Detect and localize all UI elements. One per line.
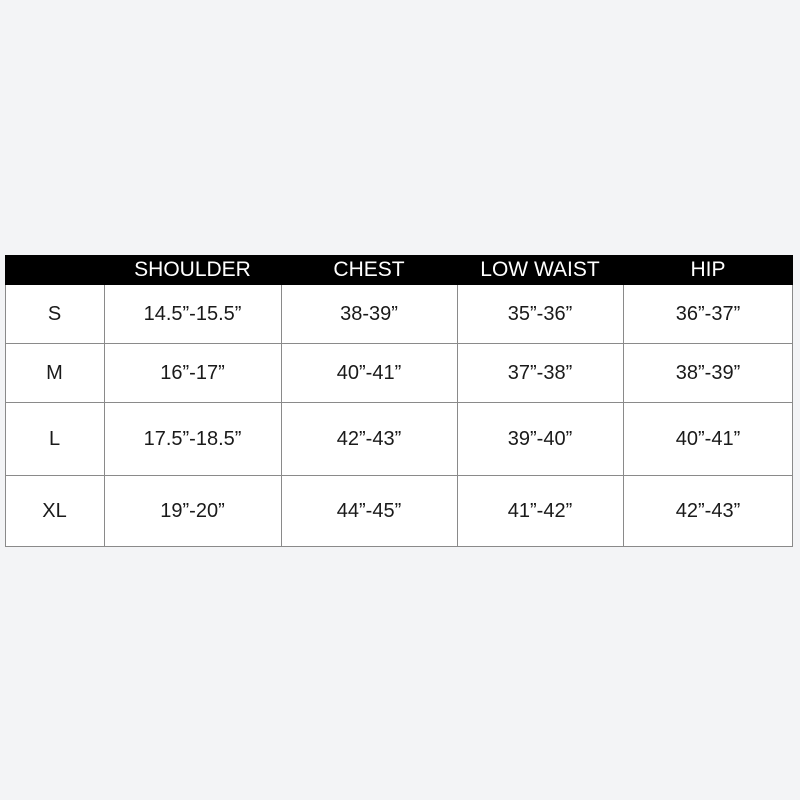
table-row-xl (5, 476, 793, 547)
table-border-left (5, 285, 6, 547)
shoulder-value: 16”-17” (160, 361, 225, 384)
header-shoulder: SHOULDER (134, 258, 251, 281)
column-divider (457, 285, 458, 547)
header-hip: HIP (690, 258, 726, 281)
hip-value: 42”-43” (675, 499, 741, 522)
chest-value: 40”-41” (336, 361, 402, 384)
header-low-waist: LOW WAIST (480, 258, 600, 281)
column-divider (623, 285, 624, 547)
chest-value: 42”-43” (336, 427, 402, 450)
shoulder-value: 14.5”-15.5” (143, 302, 242, 325)
column-divider (104, 285, 105, 547)
low-waist-value: 37”-38” (507, 361, 573, 384)
shoulder-value: 19”-20” (160, 499, 225, 522)
low-waist-value: 39”-40” (507, 427, 573, 450)
low-waist-value: 35”-36” (507, 302, 573, 325)
low-waist-value: 41”-42” (507, 499, 573, 522)
chest-value: 44”-45” (336, 499, 402, 522)
hip-value: 40”-41” (675, 427, 741, 450)
table-row-m (5, 344, 793, 403)
table-border-right (792, 285, 793, 547)
header-size-column (5, 255, 104, 285)
chest-value: 38-39” (340, 302, 398, 325)
hip-value: 36”-37” (675, 302, 741, 325)
shoulder-value: 17.5”-18.5” (143, 427, 242, 450)
size-label: M (46, 361, 63, 384)
table-row-s (5, 285, 793, 344)
header-chest: CHEST (333, 258, 405, 281)
table-row-l (5, 403, 793, 476)
column-divider (281, 285, 282, 547)
table-header (5, 255, 793, 285)
size-label: XL (42, 499, 67, 522)
size-label: S (47, 302, 62, 325)
hip-value: 38”-39” (675, 361, 741, 384)
size-label: L (48, 427, 61, 450)
size-chart-table (5, 255, 793, 547)
